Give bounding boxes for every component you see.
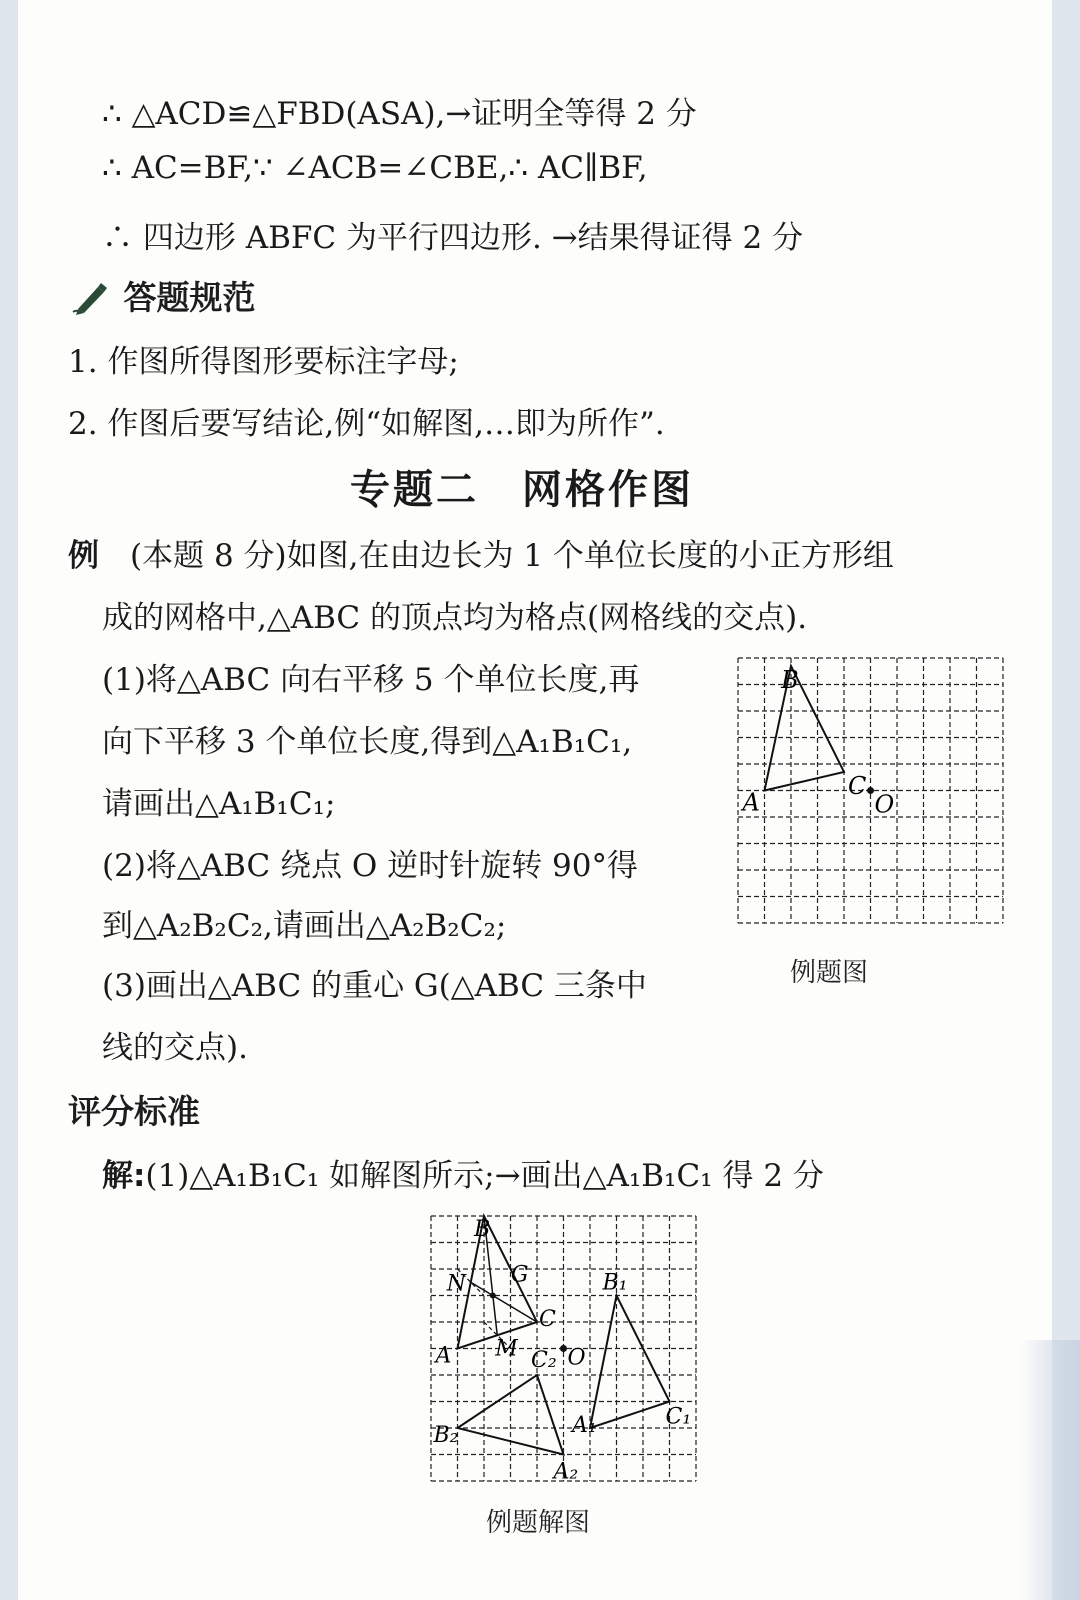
label-n: N <box>446 1271 466 1297</box>
question-3-line-2: 线的交点). <box>102 1030 248 1066</box>
label-a: A <box>742 788 760 817</box>
norms-heading <box>72 272 256 319</box>
solution-line <box>102 1150 824 1195</box>
question-2-line-1: (2)将△ABC 绕点 O 逆时针旋转 90°得 <box>102 848 638 884</box>
example-label: 例 <box>68 538 99 574</box>
label-g: G <box>510 1262 529 1288</box>
question-1-line-3: 请画出△A₁B₁C₁; <box>102 786 336 822</box>
scoring-heading: 评分标准 <box>68 1092 200 1131</box>
topic-title: 专题二 网格作图 <box>350 467 694 513</box>
pencil-icon <box>72 279 112 315</box>
question-3-line-1: (3)画出△ABC 的重心 G(△ABC 三条中 <box>102 968 647 1004</box>
label-b2: B₂ <box>433 1423 459 1448</box>
figure-2-caption: 例题解图 <box>486 1508 591 1538</box>
solution-label: 解: <box>102 1158 146 1194</box>
label-c: C <box>539 1307 556 1332</box>
label-a2: A₂ <box>553 1459 579 1485</box>
example-line-2: 成的网格中,△ABC 的顶点均为格点(网格线的交点). <box>102 600 808 636</box>
point-o <box>560 1345 567 1352</box>
question-1-line-2: 向下平移 3 个单位长度,得到△A₁B₁C₁, <box>102 724 633 760</box>
example-line-1: (本题 8 分)如图,在由边长为 1 个单位长度的小正方形组 <box>130 538 894 574</box>
solution-grid-figure <box>411 1212 692 1488</box>
point-g <box>490 1293 496 1299</box>
label-b: B <box>474 1217 491 1242</box>
label-b1: B₁ <box>602 1270 628 1296</box>
triangle-a1b1c1 <box>590 1296 670 1429</box>
point-o <box>867 787 874 794</box>
question-1-line-1: (1)将△ABC 向右平移 5 个单位长度,再 <box>102 662 640 698</box>
document-page <box>18 0 1052 1600</box>
label-c2: C₂ <box>531 1348 557 1373</box>
question-2-line-2: 到△A₂B₂C₂,请画出△A₂B₂C₂; <box>102 908 507 944</box>
proof-line-3: ∴ 四边形 ABFC 为平行四边形. →结果得证得 2 分 <box>102 220 804 256</box>
norms-item-2: 2. 作图后要写结论,例“如解图,…即为所作”. <box>68 406 665 442</box>
norms-item-1: 1. 作图所得图形要标注字母; <box>68 344 459 380</box>
solution-text: (1)△A₁B₁C₁ 如解图所示;→画出△A₁B₁C₁ 得 2 分 <box>145 1158 824 1194</box>
label-a: A <box>435 1343 452 1369</box>
label-a1: A₁ <box>572 1413 597 1438</box>
label-b: B <box>781 665 799 694</box>
label-c: C <box>848 771 867 800</box>
proof-line-1: ∴ △ACD≌△FBD(ASA),→证明全等得 2 分 <box>102 96 697 132</box>
label-o: O <box>874 790 895 819</box>
label-m: M <box>495 1336 518 1362</box>
label-c1: C₁ <box>665 1404 692 1430</box>
example-grid-figure <box>716 652 992 934</box>
proof-line-2: ∴ AC=BF,∵ ∠ACB=∠CBE,∴ AC∥BF, <box>102 150 648 186</box>
edge-glow <box>1020 1340 1080 1600</box>
label-o: O <box>567 1345 586 1371</box>
figure-1-caption: 例题图 <box>790 958 869 988</box>
norms-heading-text: 答题规范 <box>123 278 256 317</box>
